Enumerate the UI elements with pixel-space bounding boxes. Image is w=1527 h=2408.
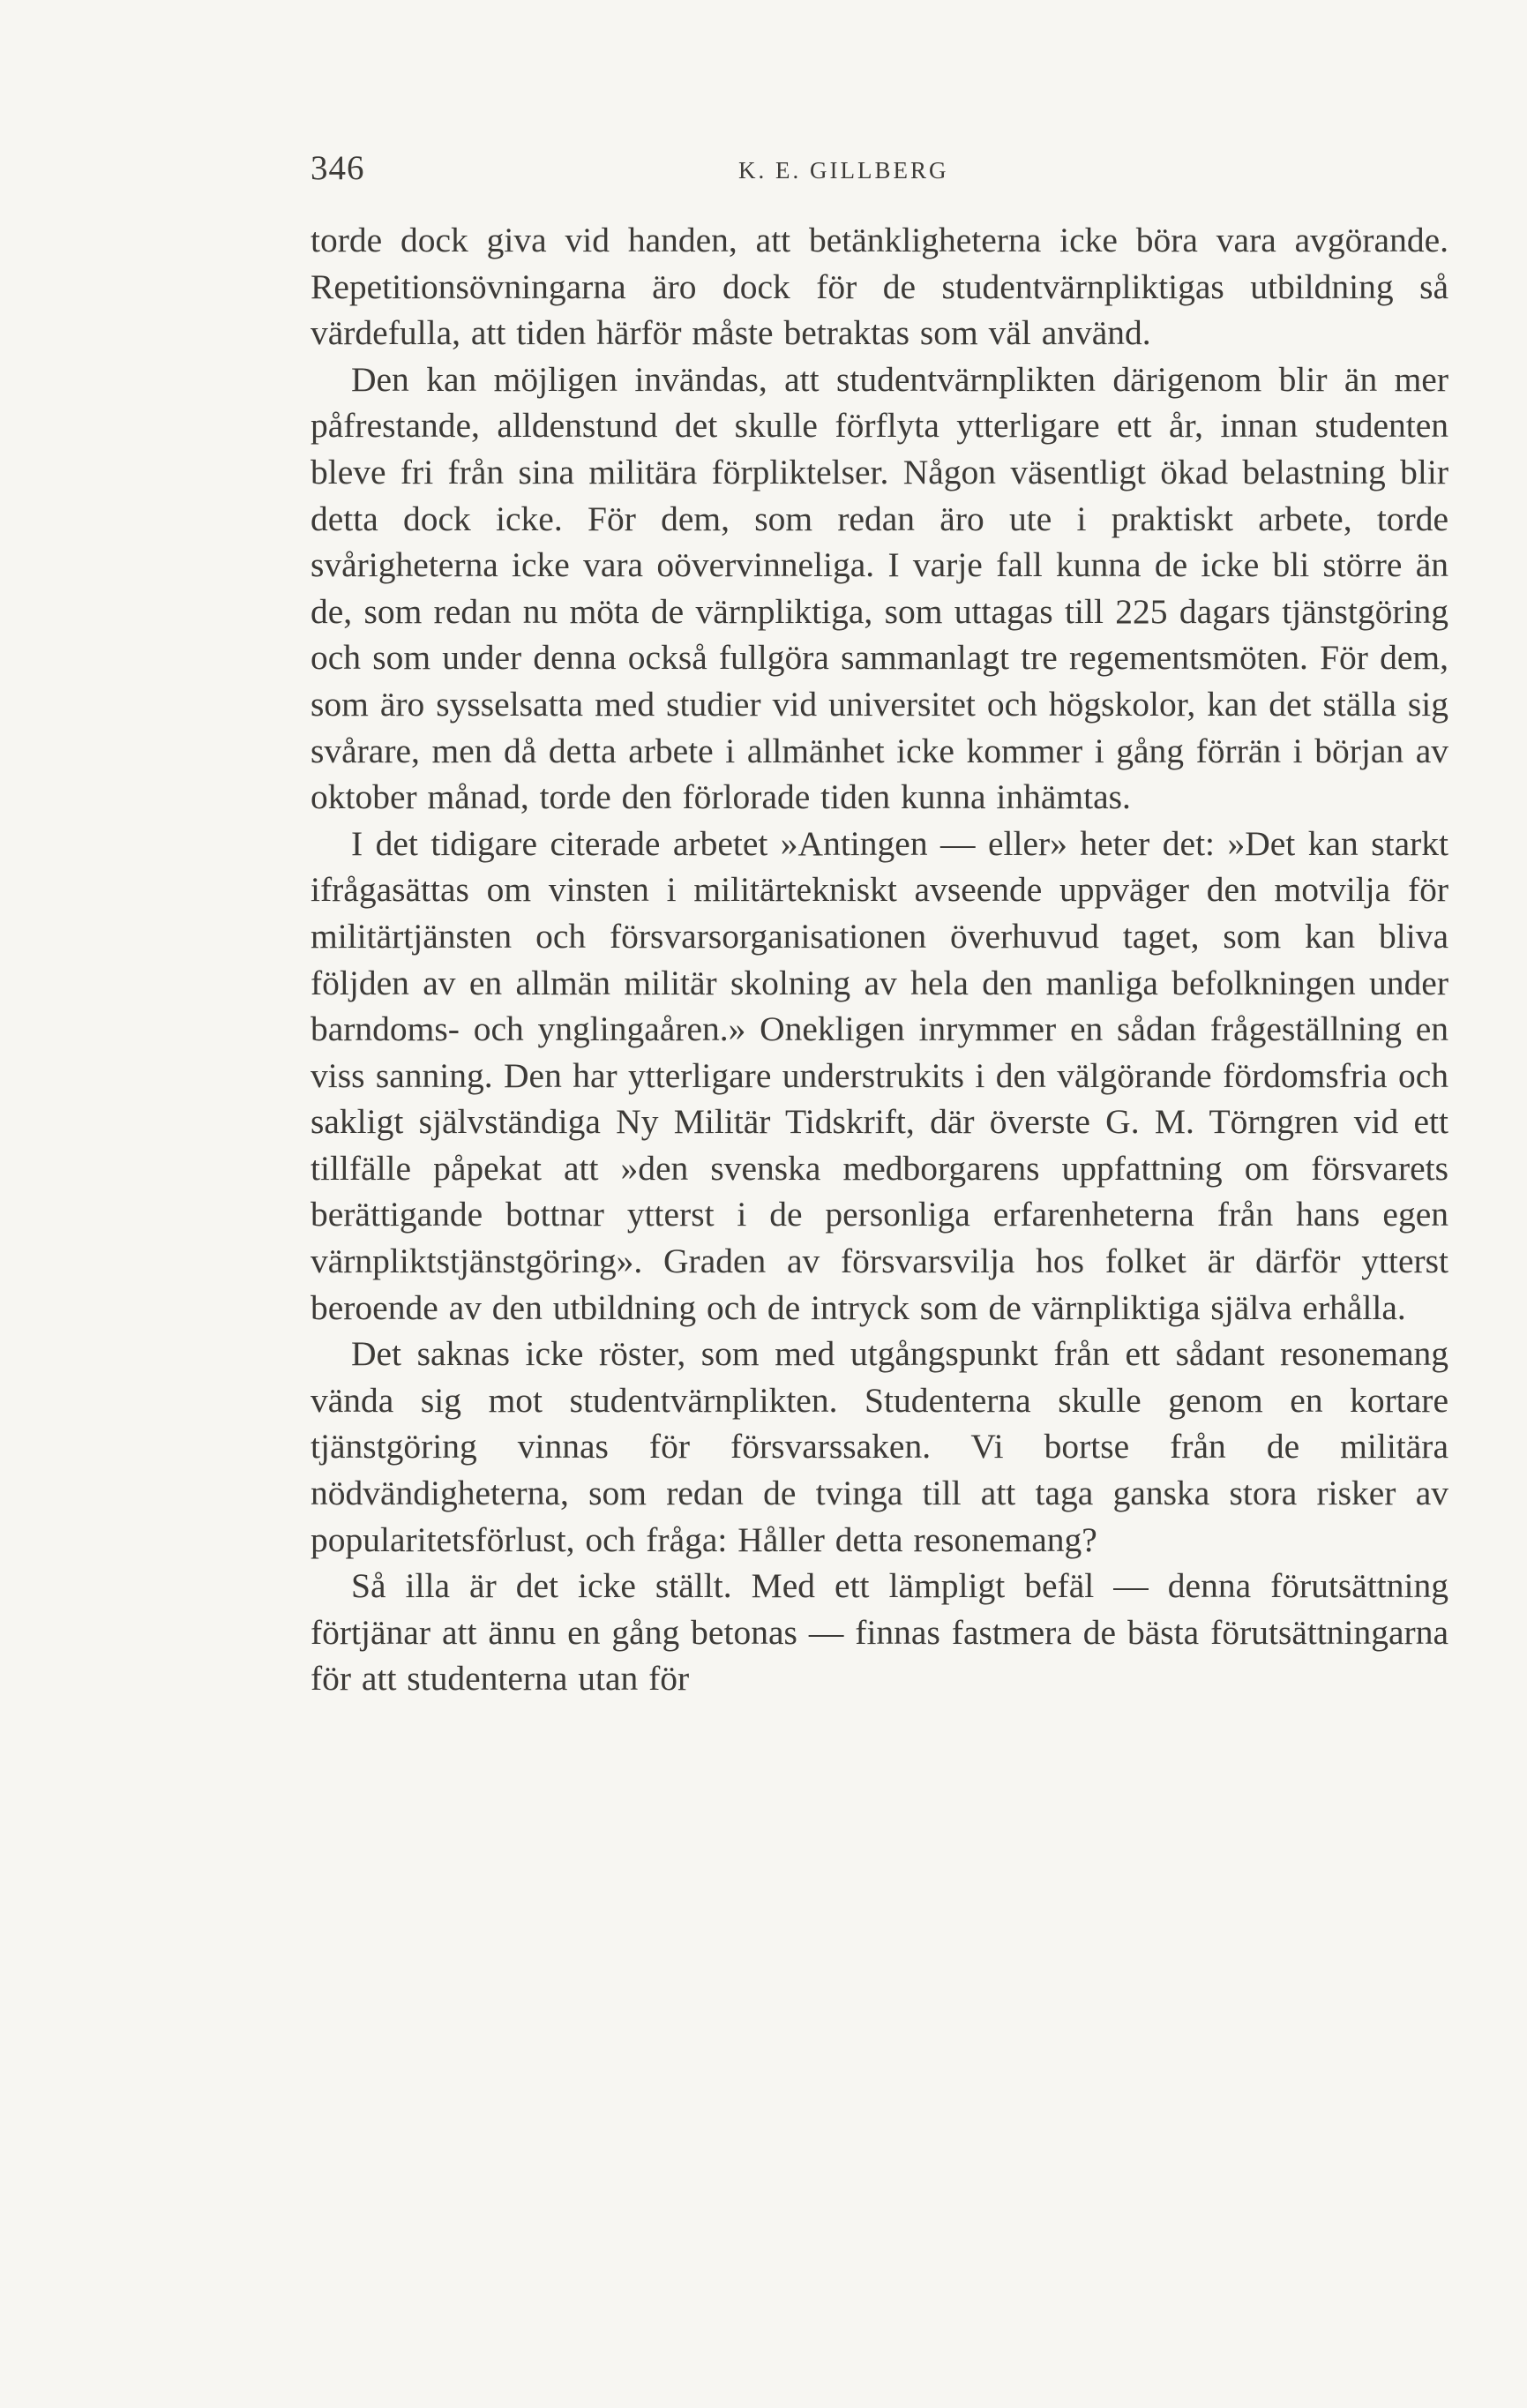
body-text [311, 217, 1448, 1702]
paragraph-continued: torde dock giva vid handen, att betänkligheterna icke böra vara avgörande. Repetitionsövningarna äro dock för de studentvärnpliktigas utbildning så värdefulla, att tiden härför måste betraktas som väl använd. [311, 221, 1448, 353]
paragraph: Den kan möjligen invändas, att studentvärnplikten därigenom blir än mer påfrestande, alldenstund det skulle förflyta ytterligare ett år, innan studenten bleve fri från sina militära förpliktelser. Någon väsentligt ökad belastning blir detta dock icke. För dem, som redan äro ute i praktiskt arbete, torde svårigheterna icke vara oövervinneliga. I varje fall kunna de icke bli större än de, som redan nu möta de värnpliktiga, som uttagas till 225 dagars tjänstgöring och som under denna också fullgöra sammanlagt tre regementsmöten. För dem, som äro sysselsatta med studier vid universitet och högskolor, kan det ställa sig svårare, men då detta arbete i allmänhet icke kommer i gång förrän i början av oktober månad, torde den förlorade tiden kunna inhämtas. [311, 359, 1448, 817]
paragraph: Så illa är det icke ställt. Med ett lämpligt befäl — denna förutsättning förtjänar att ännu en gång betonas — finnas fastmera de bästa förutsättningarna för att studenterna utan för [311, 1566, 1448, 1699]
running-head: K. E. GILLBERG [738, 157, 949, 184]
paragraph: I det tidigare citerade arbetet »Antingen — eller» heter det: »Det kan starkt ifrågasättas om vinsten i militärtekniskt avseende uppväger den motvilja för militärtjänsten och försvarsorganisationen överhuvud taget, som kan bliva följden av en allmän militär skolning av hela den manliga befolkningen under barndoms- och ynglingaåren.» Onekligen inrymmer en sådan frågeställning en viss sanning. Den har ytterligare understrukits i den välgörande fördomsfria och sakligt självständiga Ny Militär Tidskrift, där överste G. M. Törngren vid ett tillfälle påpekat att »den svenska medborgarens uppfattning om försvarets berättigande bottnar ytterst i de personliga erfarenheterna från hans egen värnpliktstjänstgöring». Graden av försvarsvilja hos folket är därför ytterst beroende av den utbildning och de intryck som de värnpliktiga själva erhålla. [311, 823, 1448, 1327]
paragraph: Det saknas icke röster, som med utgångspunkt från ett sådant resonemang vända sig mot studentvärnplikten. Studenterna skulle genom en kortare tjänstgöring vinnas för försvarssaken. Vi bortse från de militära nödvändigheterna, som redan de tvinga till att taga ganska stora risker av popularitetsförlust, och fråga: Håller detta resonemang? [311, 1334, 1448, 1559]
page-number: 346 [311, 149, 365, 187]
page-header [311, 148, 1448, 201]
